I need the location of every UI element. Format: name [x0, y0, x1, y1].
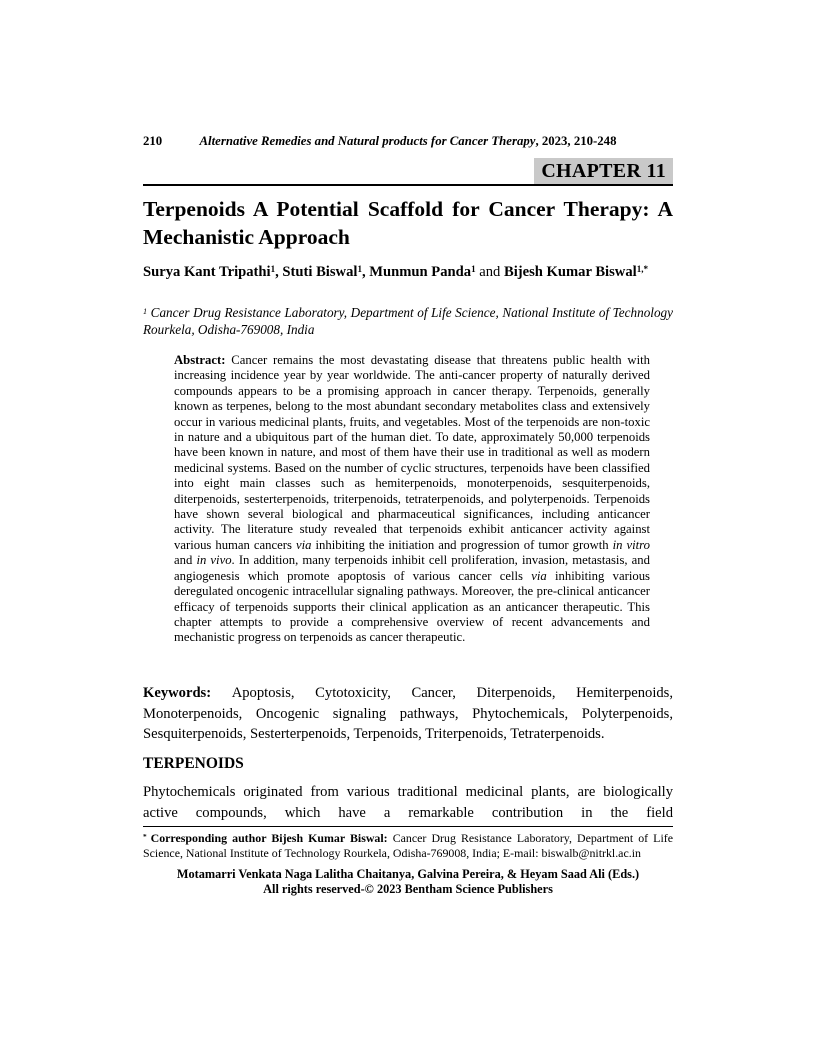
- chapter-title: Terpenoids A Potential Scaffold for Cancer Therapy: A Mechanistic Approach: [143, 197, 673, 249]
- page-footer: [143, 867, 673, 896]
- header-rule: [143, 158, 673, 186]
- footer-editors: Motamarri Venkata Naga Lalitha Chaitanya, Galvina Pereira, & Heyam Saad Ali (Eds.): [176, 867, 640, 881]
- section-heading: TERPENOIDS: [143, 754, 244, 772]
- running-title: Alternative Remedies and Natural products for Cancer Therapy, 2023, 210-248: [199, 134, 617, 148]
- page-header: [143, 134, 673, 149]
- lower-content: [143, 683, 673, 825]
- authors-line: Surya Kant Tripathi$^1$, Stuti Biswal$^1$, Munmun Panda$^1$ and Bijesh Kumar Biswal$^{1,*}$: [143, 264, 648, 280]
- corresponding-author-note: * Corresponding author Bijesh Kumar Biswal: Cancer Drug Resistance Laboratory, Department of Life Science, National Institute of Technology Rourkela, Odisha-769008, India; E-mail: biswalb@nitrkl.ac.in: [143, 831, 673, 860]
- body-paragraph: Phytochemicals originated from various traditional medicinal plants, are biologically active compounds, which have a remarkable contribution in the field: [143, 783, 673, 821]
- keywords: Keywords: Apoptosis, Cytotoxicity, Cancer, Diterpenoids, Hemiterpenoids, Monoterpenoids, Oncogenic signaling pathways, Phytochemicals, Polyterpenoids, Sesquiterpenoids, Sesterterpenoids, Terpenoids, Triterpenoids, Tetraterpenoids.: [143, 685, 673, 742]
- footer-copyright: All rights reserved-© 2023 Bentham Science Publishers: [263, 881, 553, 896]
- chapter-badge: CHAPTER 11: [534, 158, 673, 184]
- affiliation: $^1$ Cancer Drug Resistance Laboratory, Department of Life Science, National Institute of Technology Rourkela, Odisha-769008, India: [143, 305, 673, 337]
- page-content: [143, 0, 673, 1056]
- abstract: Abstract: Cancer remains the most devastating disease that threatens public health with increasing incidence year by year worldwide. The anti-cancer property of naturally derived compounds appears to be a promising approach in cancer therapy. Terpenoids, generally known as terpenes, belong to the most abundant secondary metabolites class and extensively occur in various medicinal plants, fruits, and vegetables. Most of the terpenoids are non-toxic in nature and a ubiquitous part of the human diet. To date, approximately 50,000 terpenoids have been known in nature, and most of them have their use in traditional as well as modern medicinal systems. Based on the number of cyclic structures, terpenoids have been classified into eight main classes such as hemiterpenoids, monoterpenoids, sesquiterpenoids, diterpenoids, sesterterpenoids, triterpenoids, tetraterpenoids, and polyterpenoids. Terpenoids have shown several biological and pharmaceutical significances, including anticancer activity. The literature study revealed that terpenoids exhibit anticancer activity against various human cancers via inhibiting the initiation and progression of tumor growth in vitro and in vivo. In addition, many terpenoids inhibit cell proliferation, invasion, metastasis, and angiogenesis which promote apoptosis of various cancer cells via inhibiting various deregulated oncogenic intracellular signaling pathways. Moreover, the pre-clinical anticancer efficacy of terpenoids supports their clinical application as an anticancer therapeutic. This chapter attempts to provide a comprehensive overview of recent advancements and mechanistic progress on terpenoids as cancer therapeutic.: [174, 353, 650, 645]
- page-number: 210: [143, 134, 163, 148]
- footnote-block: [143, 826, 673, 861]
